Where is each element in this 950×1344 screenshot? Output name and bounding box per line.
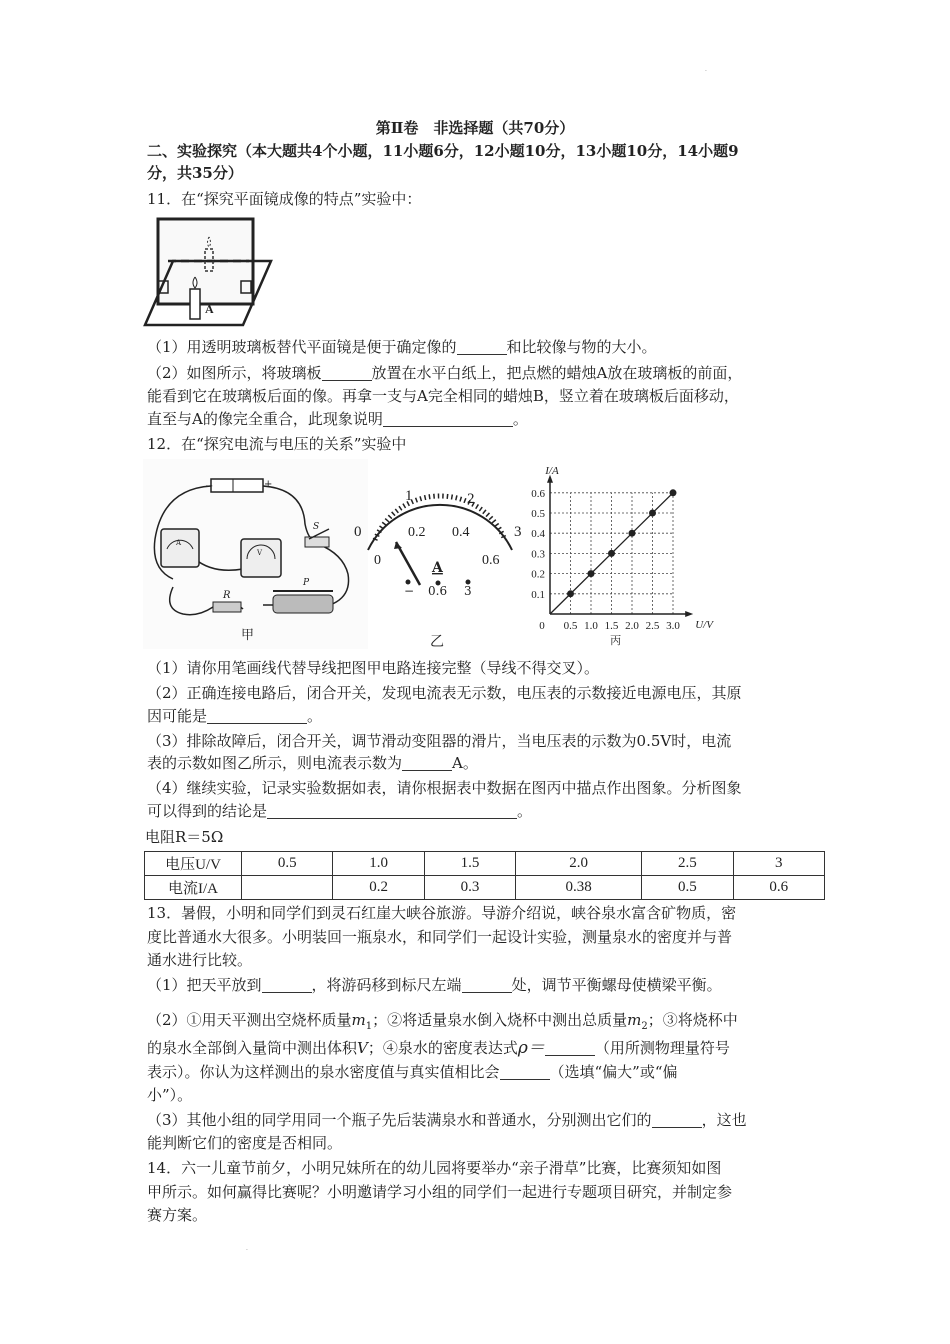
data-point — [567, 590, 574, 597]
svg-text:P: P — [303, 578, 310, 588]
svg-text:2: 2 — [467, 491, 475, 507]
table-cell: 0.5 — [642, 876, 733, 900]
x-tick-label: 0.5 — [563, 620, 578, 632]
q13-part1: （1）把天平放到 ，将游码移到标尺左端 处，调节平衡螺母使横梁平衡。 — [147, 976, 722, 994]
x-tick-label: 2.5 — [645, 620, 660, 632]
answer-blank[interactable] — [457, 338, 507, 355]
svg-text:0.6: 0.6 — [482, 553, 500, 568]
x-tick-label: 1.0 — [584, 620, 598, 632]
q12-part4: （4）继续实验，记录实验数据如表，请你根据表中数据在图丙中描点作出图象。分析图象 — [147, 779, 742, 797]
data-point — [629, 530, 636, 537]
table-cell: 0.6 — [733, 876, 824, 900]
answer-blank[interactable] — [207, 707, 307, 724]
graph-figure-bing — [520, 462, 725, 652]
data-table — [144, 851, 825, 900]
table-cell: 1.5 — [424, 852, 515, 876]
q11-part2-cont: 能看到它在玻璃板后面的像。再拿一支与A完全相同的蜡烛B，竖立着在玻璃板后面移动， — [147, 387, 739, 405]
answer-blank[interactable] — [652, 1111, 702, 1128]
q14-stem: 14．六一儿童节前夕，小明兄妹所在的幼儿园将要举办“亲子滑草”比赛，比赛须知如图 — [147, 1159, 722, 1177]
q13-part3-end: 能判断它们的密度是否相同。 — [147, 1134, 343, 1152]
ammeter-figure-yi — [350, 470, 530, 650]
svg-text:−: − — [205, 481, 214, 492]
table-cell: 1.0 — [333, 852, 424, 876]
q12-part2-end: 因可能是 。 — [147, 707, 323, 725]
svg-text:3: 3 — [464, 584, 472, 598]
y-tick-label: 0.6 — [531, 487, 545, 500]
data-point — [649, 510, 656, 517]
answer-blank[interactable] — [267, 802, 517, 819]
q13-stem-2: 度比普通水大很多。小明装回一瓶泉水，和同学们一起设计实验，测量泉水的密度并与普 — [147, 928, 733, 946]
resistance-label: 电阻R＝5Ω — [145, 828, 224, 846]
q13-stem: 13．暑假，小明和同学们到灵石红崖大峡谷旅游。导游介绍说，峡谷泉水富含矿物质，密 — [147, 904, 737, 922]
q13-part2: （2）①用天平测出空烧杯质量$m_1$；②将适量泉水倒入烧杯中测出总质量$m_2$；③将烧杯中 — [147, 1011, 738, 1032]
svg-text:0: 0 — [374, 553, 381, 568]
table-cell[interactable] — [242, 876, 333, 900]
table-cell: 3 — [733, 852, 824, 876]
answer-blank[interactable] — [322, 364, 372, 381]
q12-part2: （2）正确连接电路后，闭合开关，发现电流表无示数，电压表的示数接近电源电压，其原 — [147, 684, 742, 702]
fig-label-bing: 丙 — [610, 635, 622, 647]
row-header: 电压U/V — [145, 852, 242, 876]
table-cell: 0.3 — [424, 876, 515, 900]
answer-blank[interactable] — [462, 976, 512, 993]
svg-text:0.2: 0.2 — [408, 525, 426, 540]
data-point — [588, 570, 595, 577]
y-tick-label: 0.2 — [531, 568, 545, 581]
y-tick-label: 0.5 — [531, 508, 545, 520]
svg-text:R: R — [223, 590, 231, 601]
fig-label-yi: 乙 — [430, 634, 444, 650]
y-tick-label: 0.4 — [531, 528, 545, 541]
q11-part2-end: 直至与A的像完全重合，此现象说明 。 — [147, 410, 528, 428]
x-axis-arrow — [685, 611, 693, 617]
table-cell: 0.2 — [333, 876, 424, 900]
q12-part3-end: 表的示数如图乙所示，则电流表示数为 A。 — [147, 754, 478, 772]
table-cell: 2.5 — [642, 852, 733, 876]
x-tick-label: 3.0 — [666, 620, 680, 632]
data-point — [608, 550, 615, 557]
svg-text:−: − — [404, 584, 415, 598]
svg-text:0.4: 0.4 — [452, 525, 470, 540]
section-title: 第Ⅱ卷 非选择题（共70分） — [375, 119, 575, 137]
part-header: 二、实验探究（本大题共4个小题，11小题6分，12小题10分，13小题10分，14小题9 — [147, 142, 739, 160]
x-tick-label: 2.0 — [625, 620, 639, 632]
q11-stem: 11．在“探究平面镜成像的特点”实验中： — [147, 190, 422, 208]
q13-stem-3: 通水进行比较。 — [147, 951, 253, 969]
mirror-experiment-figure — [143, 213, 275, 331]
answer-blank[interactable] — [262, 976, 312, 993]
x-tick-label: 0 — [539, 620, 545, 632]
table-row — [145, 876, 825, 900]
answer-blank[interactable] — [545, 1039, 595, 1056]
circuit-figure-jia — [143, 459, 368, 649]
q13-part2-end: 小”）。 — [147, 1086, 193, 1104]
svg-text:S: S — [313, 522, 320, 532]
x-tick-label: 1.5 — [604, 620, 619, 632]
table-cell: 0.5 — [242, 852, 333, 876]
x-axis-label: U/V — [695, 619, 713, 631]
q14-stem-2: 甲所示。如何赢得比赛呢？小明邀请学习小组的同学们一起进行专题项目研究，并制定参 — [147, 1183, 733, 1201]
svg-text:+: + — [264, 479, 273, 490]
y-tick-label: 0.3 — [531, 548, 545, 561]
answer-blank[interactable] — [402, 754, 452, 771]
speck: · — [705, 68, 707, 75]
q12-part4-end: 可以得到的结论是 。 — [147, 802, 533, 820]
y-tick-label: 0.1 — [531, 588, 545, 601]
svg-text:A: A — [176, 539, 182, 547]
part-header-cont: 分，共35分） — [147, 164, 243, 182]
q13-part3: （3）其他小组的同学用同一个瓶子先后装满泉水和普通水，分别测出它们的 ，这也 — [147, 1111, 747, 1129]
svg-text:1: 1 — [405, 488, 413, 504]
candle-a-label: A — [205, 302, 214, 316]
table-row — [145, 852, 825, 876]
svg-text:3: 3 — [514, 524, 522, 540]
y-axis-label: I/A — [545, 465, 559, 477]
svg-text:A: A — [432, 560, 443, 576]
table-cell: 2.0 — [516, 852, 642, 876]
q14-stem-3: 赛方案。 — [147, 1206, 208, 1224]
q12-part3: （3）排除故障后，闭合开关，调节滑动变阻器的滑片，当电压表的示数为0.5V时，电流 — [147, 732, 732, 750]
row-header: 电流I/A — [145, 876, 242, 900]
q12-part1: （1）请你用笔画线代替导线把图甲电路连接完整（导线不得交叉）。 — [147, 659, 600, 677]
q11-part1: （1）用透明玻璃板替代平面镜是便于确定像的 和比较像与物的大小。 — [147, 338, 657, 356]
answer-blank[interactable] — [500, 1063, 550, 1080]
data-point — [670, 489, 677, 496]
q12-stem: 12．在“探究电流与电压的关系”实验中 — [147, 435, 407, 453]
q13-part2-cont2: 表示）。你认为这样测出的泉水密度值与真实值相比会 （选填“偏大”或“偏 — [147, 1063, 678, 1081]
fig-label-jia: 甲 — [241, 628, 255, 643]
q11-part2: （2）如图所示，将玻璃板 放置在水平白纸上，把点燃的蜡烛A放在玻璃板的前面， — [147, 364, 743, 382]
speck: · — [246, 1247, 248, 1254]
svg-text:0.6: 0.6 — [428, 584, 448, 598]
svg-text:0: 0 — [354, 524, 362, 540]
q13-part2-cont: 的泉水全部倒入量筒中测出体积V；④泉水的密度表达式ρ＝ （用所测物理量符号 — [147, 1038, 730, 1058]
svg-text:V: V — [257, 549, 263, 557]
answer-blank[interactable] — [383, 410, 513, 427]
table-cell: 0.38 — [516, 876, 642, 900]
